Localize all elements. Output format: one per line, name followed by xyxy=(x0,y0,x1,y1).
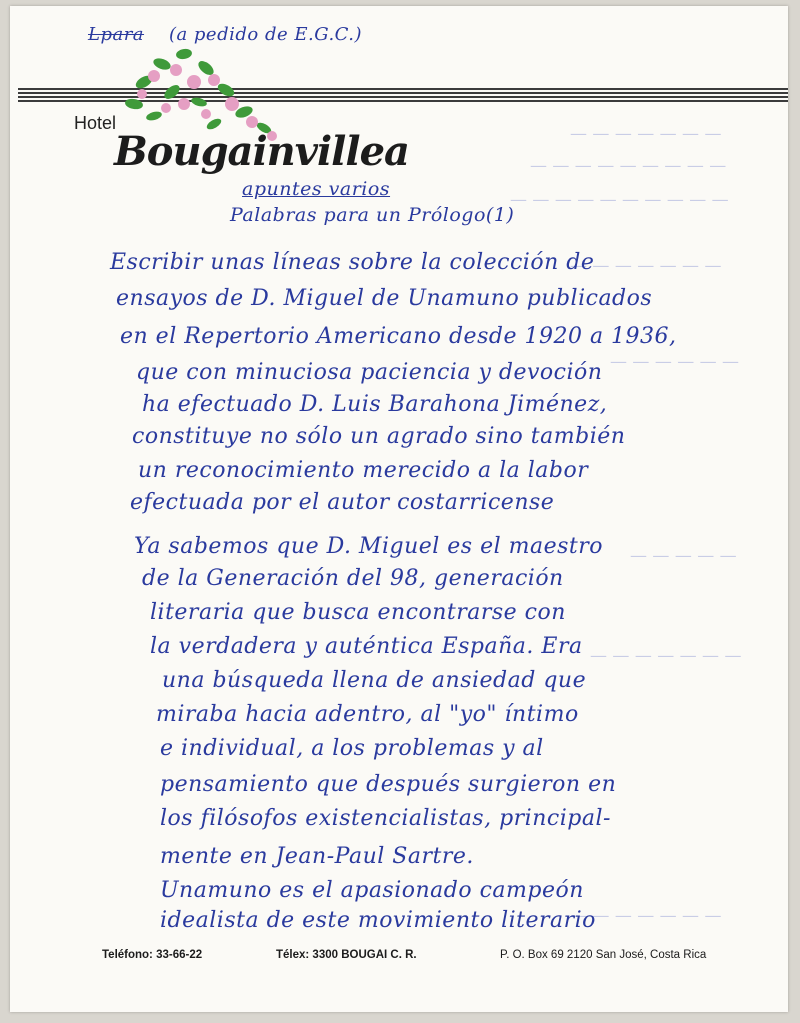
body-line-13: una búsqueda llena de ansiedad que xyxy=(162,668,587,693)
body-line-6: constituye no sólo un agrado sino también xyxy=(132,424,626,449)
body-line-7: un reconocimiento merecido a la labor xyxy=(138,458,589,483)
struck-word: Lpara xyxy=(88,24,145,45)
body-line-18: mente en Jean-Paul Sartre. xyxy=(160,844,474,869)
note-subtitle: Palabras para un Prólogo(1) xyxy=(230,204,515,226)
footer-phone: Teléfono: 33-66-22 xyxy=(102,949,203,961)
body-line-11: literaria que busca encontrarse con xyxy=(150,600,566,625)
body-line-14: miraba hacia adentro, al "yo" íntimo xyxy=(156,702,579,727)
top-note-text: (a pedido de E.G.C.) xyxy=(168,24,363,45)
body-line-17: los filósofos existencialistas, principal- xyxy=(160,806,611,831)
body-line-8: efectuada por el autor costarricense xyxy=(130,490,555,515)
body-line-15: e individual, a los problemas y al xyxy=(160,736,544,761)
body-line-3: en el Repertorio Americano desde 1920 a 1936, xyxy=(120,324,677,349)
body-line-4: que con minuciosa paciencia y devoción xyxy=(136,360,603,385)
body-line-2: ensayos de D. Miguel de Unamuno publicados xyxy=(116,286,653,311)
body-line-9: Ya sabemos que D. Miguel es el maestro xyxy=(134,534,604,559)
footer-address: P. O. Box 69 2120 San José, Costa Rica xyxy=(500,949,707,961)
note-title: apuntes varios xyxy=(242,178,391,200)
body-line-10: de la Generación del 98, generación xyxy=(142,566,564,591)
body-line-20: idealista de este movimiento literario xyxy=(160,908,596,933)
hotel-label: Hotel xyxy=(74,113,117,133)
letter-page: — — — — — — — — — — — — — — — — — — — — — — — — — — — — — — — — — — — — — — — — — — — — — — — — — — — — — — — — — — Lpara (a pedido de E.G.C.) Hotel Bougainvillea apuntes varios Palabras para un Prólogo(1) Escribir unas líneas sobre la colección de ensayos de D. Miguel de Unamuno publicados en el Repertorio Americano desde 1920 a 1936, que con minuciosa paciencia y devoción ha efectuado D. Luis Barahona Jiménez, constituye no sólo un agrado sino también un reconocimiento merecido a la labor efectuada por el autor costarricense Ya sabemos que D. Miguel es el maestro de la Generación del 98, generación literaria que busca encontrarse con la verdadera y auténtica España. Era una búsqueda llena de ansiedad que miraba hacia adentro, al "yo" íntimo e individual, a los problemas y al pensamiento que después surgieron en los filósofos existencialistas, principal- mente en Jean-Paul Sartre. Unamuno es el apasionado campeón idealista de este movimiento literario Teléfono: 33-66-22 Télex: 3300 BOUGAI C. R. P. O. Box 69 2120 San José, Costa Rica xyxy=(10,6,788,1012)
hotel-name: Bougainvillea xyxy=(114,128,409,175)
footer-telex: Télex: 3300 BOUGAI C. R. xyxy=(276,949,417,961)
body-line-1: Escribir unas líneas sobre la colección de xyxy=(110,250,595,275)
body-line-19: Unamuno es el apasionado campeón xyxy=(160,878,584,903)
body-line-16: pensamiento que después surgieron en xyxy=(160,772,617,797)
body-line-12: la verdadera y auténtica España. Era xyxy=(150,634,583,659)
body-line-5: ha efectuado D. Luis Barahona Jiménez, xyxy=(142,392,608,417)
